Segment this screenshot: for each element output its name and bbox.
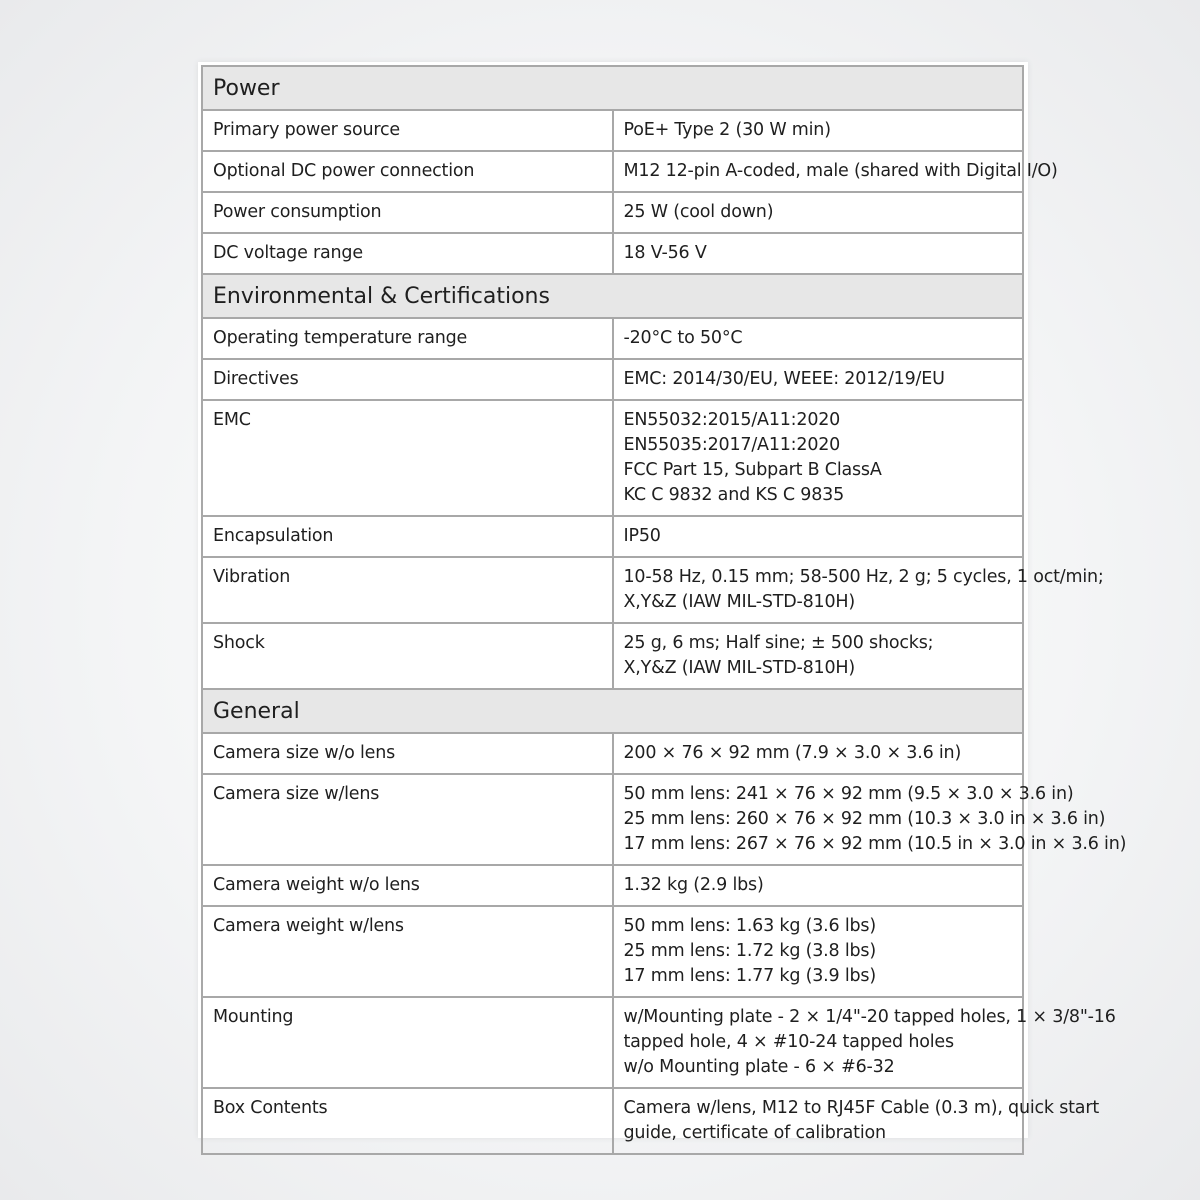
table-row (202, 318, 1023, 359)
spec-value-line: 25 mm lens: 1.72 kg (3.8 lbs) (623, 941, 876, 961)
table-row (202, 516, 1023, 557)
table-row (202, 997, 1023, 1088)
spec-label: Encapsulation (202, 516, 613, 557)
spec-value-line: EMC: 2014/30/EU, WEEE: 2012/19/EU (623, 369, 945, 389)
spec-value (613, 516, 1024, 557)
table-row (202, 865, 1023, 906)
spec-value-line: 10-58 Hz, 0.15 mm; 58-500 Hz, 2 g; 5 cycles, 1 oct/min; (623, 567, 1104, 587)
spec-value (613, 192, 1024, 233)
section-header (202, 274, 1023, 318)
table-row (202, 233, 1023, 274)
spec-value (613, 557, 1104, 623)
table-row (202, 192, 1023, 233)
section-header (202, 66, 1023, 110)
spec-value (613, 318, 1024, 359)
spec-value-line: X,Y&Z (IAW MIL-STD-810H) (623, 592, 856, 612)
spec-label: Power consumption (202, 192, 613, 233)
section-header (202, 689, 1023, 733)
spec-value-line: tapped hole, 4 × #10-24 tapped holes (623, 1032, 954, 1052)
table-row (202, 623, 1023, 689)
spec-value-line: 25 W (cool down) (623, 202, 774, 222)
spec-value-line: EN55035:2017/A11:2020 (623, 435, 841, 455)
table-row (202, 557, 1023, 623)
spec-label: Operating temperature range (202, 318, 613, 359)
table-row (202, 1088, 1023, 1154)
spec-label: Primary power source (202, 110, 613, 151)
spec-value-line: guide, certificate of calibration (623, 1123, 886, 1143)
spec-value (613, 997, 1116, 1088)
spec-value (613, 1088, 1099, 1154)
spec-value-line: Camera w/lens, M12 to RJ45F Cable (0.3 m), quick start (623, 1098, 1099, 1118)
spec-value-line: w/o Mounting plate - 6 × #6-32 (623, 1057, 895, 1077)
spec-label: Shock (202, 623, 613, 689)
spec-value-line: FCC Part 15, Subpart B ClassA (623, 460, 882, 480)
spec-value-line: -20°C to 50°C (623, 328, 743, 348)
spec-label: Camera weight w/lens (202, 906, 613, 997)
table-row (202, 774, 1023, 865)
table-row (202, 359, 1023, 400)
table-row (202, 151, 1023, 192)
spec-label: Camera weight w/o lens (202, 865, 613, 906)
spec-value-line: w/Mounting plate - 2 × 1/4"-20 tapped holes, 1 × 3/8"-16 (623, 1007, 1116, 1027)
spec-value-line: PoE+ Type 2 (30 W min) (623, 120, 831, 140)
spec-value (613, 865, 1024, 906)
spec-label: Directives (202, 359, 613, 400)
spec-label: DC voltage range (202, 233, 613, 274)
spec-table (201, 65, 1127, 1155)
table-row (202, 733, 1023, 774)
spec-value-line: 25 g, 6 ms; Half sine; ± 500 shocks; (623, 633, 934, 653)
section-title: Environmental & Certifications (202, 274, 1023, 318)
table-row (202, 906, 1023, 997)
spec-label: Box Contents (202, 1088, 613, 1154)
spec-value (613, 906, 1024, 997)
table-row (202, 400, 1023, 516)
spec-value-line: 18 V-56 V (623, 243, 707, 263)
spec-value-line: X,Y&Z (IAW MIL-STD-810H) (623, 658, 856, 678)
spec-value (613, 359, 1024, 400)
spec-value (613, 774, 1127, 865)
spec-value-line: 25 mm lens: 260 × 76 × 92 mm (10.3 × 3.0 in × 3.6 in) (623, 809, 1106, 829)
section-title: Power (202, 66, 1023, 110)
section-title: General (202, 689, 1023, 733)
spec-label: Mounting (202, 997, 613, 1088)
table-row (202, 110, 1023, 151)
spec-value-line: 17 mm lens: 1.77 kg (3.9 lbs) (623, 966, 876, 986)
spec-table-body (202, 66, 1127, 1154)
spec-value-line: 50 mm lens: 1.63 kg (3.6 lbs) (623, 916, 876, 936)
spec-value (613, 233, 1024, 274)
spec-value (613, 733, 1024, 774)
spec-value (613, 151, 1058, 192)
spec-sheet (198, 62, 1127, 1143)
spec-value (613, 110, 1024, 151)
spec-value-line: 17 mm lens: 267 × 76 × 92 mm (10.5 in × 3.0 in × 3.6 in) (623, 834, 1127, 854)
spec-value-line: 50 mm lens: 241 × 76 × 92 mm (9.5 × 3.0 × 3.6 in) (623, 784, 1074, 804)
spec-label: Camera size w/lens (202, 774, 613, 865)
spec-value-line: IP50 (623, 526, 661, 546)
spec-label: Optional DC power connection (202, 151, 613, 192)
spec-value-line: M12 12-pin A-coded, male (shared with Digital I/O) (623, 161, 1058, 181)
spec-value-line: 200 × 76 × 92 mm (7.9 × 3.0 × 3.6 in) (623, 743, 962, 763)
spec-value-line: EN55032:2015/A11:2020 (623, 410, 841, 430)
spec-value-line: 1.32 kg (2.9 lbs) (623, 875, 764, 895)
spec-label: EMC (202, 400, 613, 516)
spec-value (613, 400, 1024, 516)
spec-label: Camera size w/o lens (202, 733, 613, 774)
spec-value-line: KC C 9832 and KS C 9835 (623, 485, 845, 505)
spec-value (613, 623, 1024, 689)
spec-label: Vibration (202, 557, 613, 623)
